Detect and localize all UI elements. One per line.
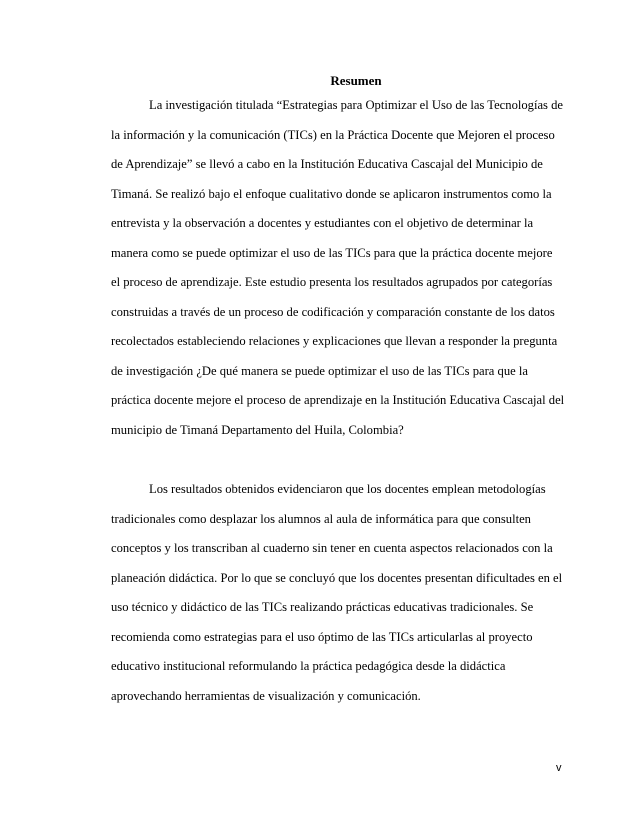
paragraph-line: de Aprendizaje” se llevó a cabo en la Institución Educativa Cascajal del Municipio de xyxy=(111,157,543,171)
paragraph-line: entrevista y la observación a docentes y estudiantes con el objetivo de determinar la xyxy=(111,216,534,230)
paragraph-line: conceptos y los transcriban al cuaderno sin tener en cuenta aspectos relacionados con la xyxy=(111,541,553,555)
paragraph-line: manera como se puede optimizar el uso de las TICs para que la práctica docente mejore xyxy=(111,245,553,260)
page-number: v xyxy=(556,762,562,774)
paragraph-line: construidas a través de un proceso de codificación y comparación constante de los datos xyxy=(111,304,555,319)
paragraph-line: educativo institucional reformulando la práctica pedagógica desde la didáctica xyxy=(111,659,506,673)
paragraph-line: recomienda como estrategias para el uso óptimo de las TICs articularlas al proyecto xyxy=(111,629,533,644)
paragraph-line: municipio de Timaná Departamento del Huila, Colombia? xyxy=(111,422,404,437)
paragraph-line: el proceso de aprendizaje. Este estudio presenta los resultados agrupados por categorías xyxy=(111,275,553,289)
paragraph-line: práctica docente mejore el proceso de aprendizaje en la Institución Educativa Cascajal del xyxy=(111,393,565,407)
paragraph-line: La investigación titulada “Estrategias para Optimizar el Uso de las Tecnologías de xyxy=(149,98,563,112)
paragraph-line: planeación didáctica. Por lo que se concluyó que los docentes presentan dificultades en el xyxy=(111,570,563,585)
paragraph-line: Los resultados obtenidos evidenciaron que los docentes emplean metodologías xyxy=(149,482,546,496)
paragraph-line: Timaná. Se realizó bajo el enfoque cualitativo donde se aplicaron instrumentos como la xyxy=(111,186,552,201)
paragraph-line: tradicionales como desplazar los alumnos al aula de informática para que consulten xyxy=(111,511,531,526)
paragraph-line: aprovechando herramientas de visualización y comunicación. xyxy=(111,688,421,703)
paragraph-line: uso técnico y didáctico de las TICs realizando prácticas educativas tradicionales. Se xyxy=(111,600,534,614)
page-title: Resumen xyxy=(330,73,382,88)
abstract-paragraph-1 xyxy=(111,97,581,451)
paragraph-line: de investigación ¿De qué manera se puede optimizar el uso de las TICs para que la xyxy=(111,363,528,378)
abstract-paragraph-2 xyxy=(111,481,581,717)
paragraph-line: la información y la comunicación (TICs) en la Práctica Docente que Mejoren el proceso xyxy=(111,127,555,142)
paragraph-line: recolectados estableciendo relaciones y explicaciones que llevan a responder la pregunta xyxy=(111,334,558,348)
